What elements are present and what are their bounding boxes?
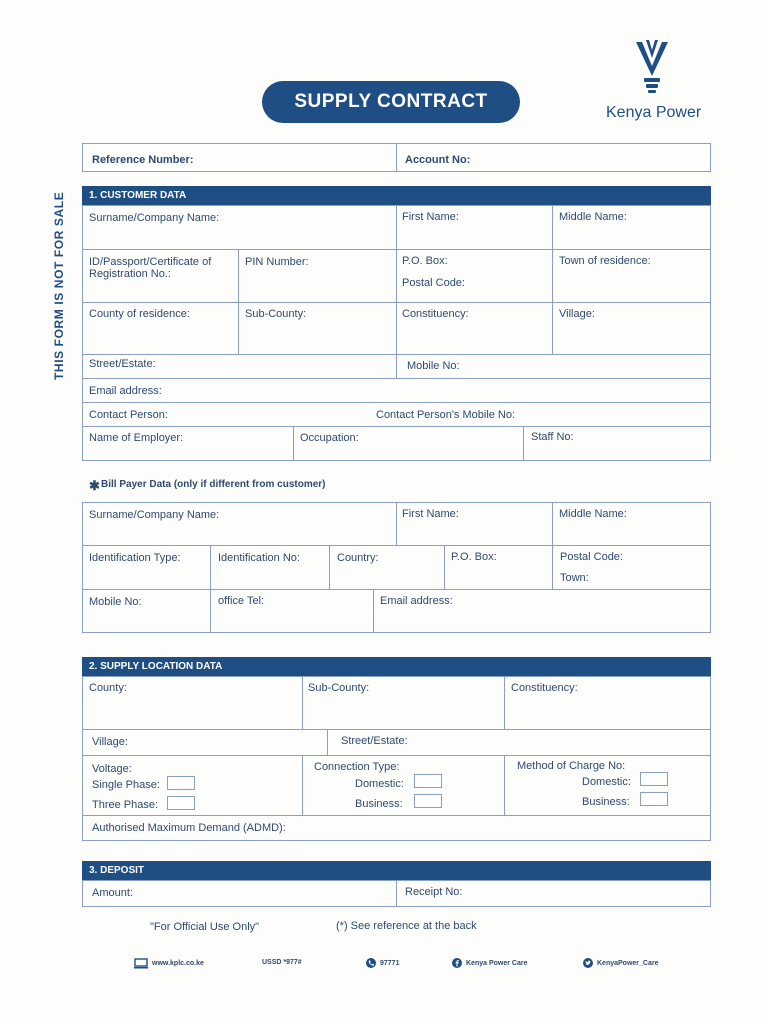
phone-icon bbox=[366, 958, 376, 968]
twitter-icon bbox=[583, 958, 593, 968]
connection-business-label: Business: bbox=[355, 798, 403, 810]
supply-constituency-field[interactable]: Constituency: bbox=[511, 682, 578, 694]
payer-po-box-field[interactable]: P.O. Box: bbox=[451, 551, 497, 563]
form-title: SUPPLY CONTRACT bbox=[262, 81, 520, 123]
deposit-amount-field[interactable]: Amount: bbox=[92, 887, 133, 899]
customer-staff-no-field[interactable]: Staff No: bbox=[531, 431, 574, 443]
footer-twitter[interactable] bbox=[583, 958, 658, 968]
official-use-note: "For Official Use Only" bbox=[150, 921, 260, 933]
payer-email-field[interactable]: Email address: bbox=[380, 595, 453, 607]
customer-postal-code-field[interactable]: Postal Code: bbox=[402, 277, 465, 289]
connection-type-label: Connection Type: bbox=[314, 761, 400, 773]
customer-village-field[interactable]: Village: bbox=[559, 308, 595, 320]
customer-middle-name-field[interactable]: Middle Name: bbox=[559, 211, 627, 223]
customer-id-field[interactable]: Registration No.: bbox=[89, 268, 171, 280]
customer-pin-field[interactable]: PIN Number: bbox=[245, 256, 309, 268]
payer-town-field[interactable]: Town: bbox=[560, 572, 589, 584]
footer-phone-text: 97771 bbox=[380, 959, 400, 967]
footer-ussd: USSD *977# bbox=[262, 959, 302, 966]
footer-facebook[interactable] bbox=[452, 958, 527, 968]
customer-mobile-field[interactable]: Mobile No: bbox=[407, 360, 460, 372]
connection-domestic-label: Domestic: bbox=[355, 778, 404, 790]
payer-first-name-field[interactable]: First Name: bbox=[402, 508, 459, 520]
footer-facebook-text: Kenya Power Care bbox=[466, 959, 528, 967]
single-phase-label: Single Phase: bbox=[92, 779, 160, 791]
customer-contact-mobile-field[interactable]: Contact Person's Mobile No: bbox=[376, 409, 516, 421]
three-phase-checkbox[interactable] bbox=[167, 796, 195, 810]
footer-website-text: www.kplc.co.ke bbox=[152, 960, 204, 967]
deposit-header: 3. DEPOSIT bbox=[82, 861, 711, 880]
account-number-field[interactable]: Account No: bbox=[405, 154, 471, 166]
payer-postal-code-field[interactable]: Postal Code: bbox=[560, 551, 623, 563]
customer-contact-person-field[interactable]: Contact Person: bbox=[89, 409, 168, 421]
supply-street-field[interactable]: Street/Estate: bbox=[341, 735, 408, 747]
supply-location-header: 2. SUPPLY LOCATION DATA bbox=[82, 657, 711, 676]
customer-street-field[interactable]: Street/Estate: bbox=[89, 358, 156, 370]
customer-sub-county-field[interactable]: Sub-County: bbox=[245, 308, 307, 320]
customer-email-field[interactable]: Email address: bbox=[89, 385, 162, 397]
customer-town-field[interactable]: Town of residence: bbox=[559, 255, 651, 267]
customer-occupation-field[interactable]: Occupation: bbox=[300, 432, 359, 444]
payer-mobile-field[interactable]: Mobile No: bbox=[89, 596, 142, 608]
computer-icon bbox=[134, 958, 148, 969]
customer-surname-field[interactable]: Surname/Company Name: bbox=[89, 212, 220, 224]
reference-note: (*) See reference at the back bbox=[336, 920, 477, 932]
customer-data-header: 1. CUSTOMER DATA bbox=[82, 186, 711, 205]
star-icon: ✱ bbox=[89, 478, 100, 493]
customer-employer-field[interactable]: Name of Employer: bbox=[89, 432, 184, 444]
footer-website[interactable] bbox=[134, 958, 204, 969]
supply-sub-county-field[interactable]: Sub-County: bbox=[308, 682, 370, 694]
brand-name: Kenya Power bbox=[606, 104, 702, 121]
side-notice: THIS FORM IS NOT FOR SALE bbox=[52, 191, 66, 380]
deposit-receipt-field[interactable]: Receipt No: bbox=[405, 886, 463, 898]
kenya-power-logo-icon bbox=[622, 38, 682, 104]
reference-number-field[interactable]: Reference Number: bbox=[92, 154, 194, 166]
payer-id-no-field[interactable]: Identification No: bbox=[218, 552, 300, 564]
payer-surname-field[interactable]: Surname/Company Name: bbox=[89, 509, 220, 521]
charge-business-checkbox[interactable] bbox=[640, 792, 668, 806]
single-phase-checkbox[interactable] bbox=[167, 776, 195, 790]
voltage-label: Voltage: bbox=[92, 763, 132, 775]
payer-country-field[interactable]: Country: bbox=[337, 552, 379, 564]
customer-id-label-1: ID/Passport/Certificate of bbox=[89, 256, 212, 268]
supply-village-field[interactable]: Village: bbox=[92, 736, 128, 748]
supply-location-table bbox=[82, 676, 711, 841]
facebook-icon bbox=[452, 958, 462, 968]
admd-field[interactable]: Authorised Maximum Demand (ADMD): bbox=[92, 822, 286, 834]
charge-domestic-label: Domestic: bbox=[582, 776, 631, 788]
customer-po-box-field[interactable]: P.O. Box: bbox=[402, 255, 448, 267]
three-phase-label: Three Phase: bbox=[92, 799, 159, 811]
connection-business-checkbox[interactable] bbox=[414, 794, 442, 808]
payer-middle-name-field[interactable]: Middle Name: bbox=[559, 508, 627, 520]
customer-constituency-field[interactable]: Constituency: bbox=[402, 308, 469, 320]
charge-business-label: Business: bbox=[582, 796, 630, 808]
payer-id-type-field[interactable]: Identification Type: bbox=[89, 552, 181, 564]
customer-county-field[interactable]: County of residence: bbox=[89, 308, 190, 320]
footer-twitter-text: KenyaPower_Care bbox=[597, 959, 659, 967]
payer-office-tel-field[interactable]: office Tel: bbox=[218, 595, 265, 607]
connection-domestic-checkbox[interactable] bbox=[414, 774, 442, 788]
charge-domestic-checkbox[interactable] bbox=[640, 772, 668, 786]
footer-phone[interactable] bbox=[366, 958, 399, 968]
bill-payer-heading: Bill Payer Data (only if different from customer) bbox=[101, 479, 326, 490]
supply-county-field[interactable]: County: bbox=[89, 682, 127, 694]
charge-method-label: Method of Charge No: bbox=[517, 760, 626, 772]
customer-first-name-field[interactable]: First Name: bbox=[402, 211, 459, 223]
